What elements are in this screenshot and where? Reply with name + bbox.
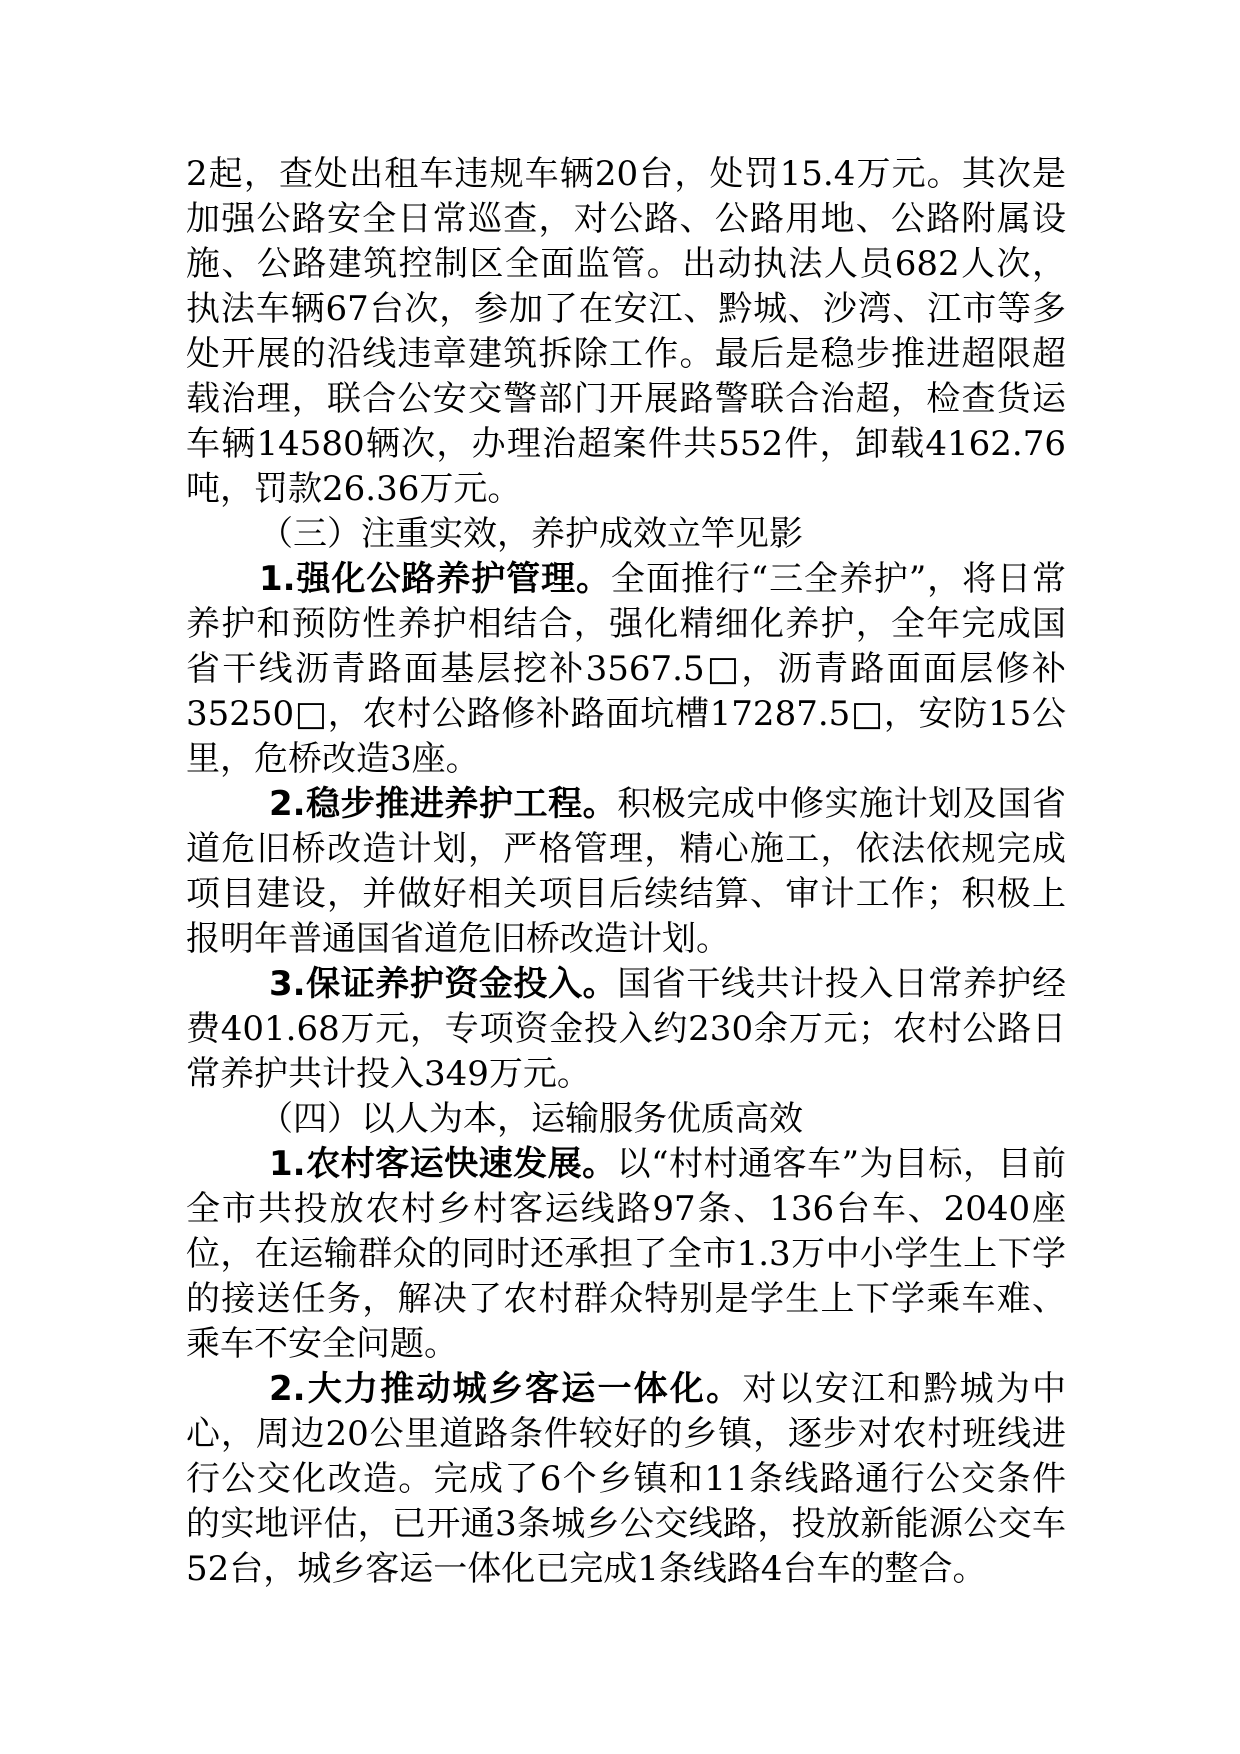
subheading-maintenance-projects: 2.稳步推进养护工程。 bbox=[269, 784, 618, 824]
body-maintenance-management: 全面推行“三全养护”，将日常养护和预防性养护相结合，强化精细化养护，全年完成国省干线沥青路面基层挖补3567.5□，沥青路面面层修补35250□，农村公路修补路面坑槽17287.5□，安防15公里，危桥改造3座。 bbox=[186, 559, 1067, 779]
subheading-maintenance-funds: 3.保证养护资金投入。 bbox=[269, 964, 618, 1004]
subheading-rural-transit: 1.农村客运快速发展。 bbox=[269, 1144, 617, 1184]
paragraph-urban-rural-integration bbox=[186, 1367, 1066, 1592]
section-heading-4: （四）以人为本，运输服务优质高效 bbox=[259, 1099, 803, 1139]
paragraph-maintenance-management bbox=[186, 557, 1066, 782]
body-maintenance-funds: 国省干线共计投入日常养护经费401.68万元，专项资金投入约230余万元；农村公路日常养护共计投入349万元。 bbox=[186, 964, 1066, 1094]
subheading-urban-rural-integration: 2.大力推动城乡客运一体化。 bbox=[269, 1369, 743, 1409]
section-heading-3: （三）注重实效，养护成效立竿见影 bbox=[259, 514, 803, 554]
body-urban-rural-integration: 对以安江和黔城为中心，周边20公里道路条件较好的乡镇，逐步对农村班线进行公交化改造。完成了6个乡镇和11条线路通行公交条件的实地评估，已开通3条城乡公交线路，投放新能源公交车52台，城乡客运一体化已完成1条线路4台车的整合。 bbox=[186, 1369, 1066, 1589]
paragraph-enforcement: 2起，查处出租车违规车辆20台，处罚15.4万元。其次是加强公路安全日常巡查，对公路、公路用地、公路附属设施、公路建筑控制区全面监管。出动执法人员682人次，执法车辆67台次，参加了在安江、黔城、沙湾、江市等多处开展的沿线违章建筑拆除工作。最后是稳步推进超限超载治理，联合公安交警部门开展路警联合治超，检查货运车辆14580辆次，办理治超案件共552件，卸载4162.76吨，罚款26.36万元。 bbox=[186, 154, 1066, 509]
paragraph-maintenance-funds bbox=[186, 962, 1066, 1097]
body-rural-transit: 以“村村通客车”为目标，目前全市共投放农村乡村客运线路97条、136台车、2040座位，在运输群众的同时还承担了全市1.3万中小学生上下学的接送任务，解决了农村群众特别是学生上下学乘车难、乘车不安全问题。 bbox=[186, 1144, 1066, 1364]
body-maintenance-projects: 积极完成中修实施计划及国省道危旧桥改造计划，严格管理，精心施工，依法依规完成项目建设，并做好相关项目后续结算、审计工作；积极上报明年普通国省道危旧桥改造计划。 bbox=[186, 784, 1066, 959]
subheading-maintenance-management: 1.强化公路养护管理。 bbox=[259, 559, 611, 599]
document-page bbox=[186, 152, 1066, 1592]
paragraph-maintenance-projects bbox=[186, 782, 1066, 962]
paragraph-rural-transit bbox=[186, 1142, 1066, 1367]
